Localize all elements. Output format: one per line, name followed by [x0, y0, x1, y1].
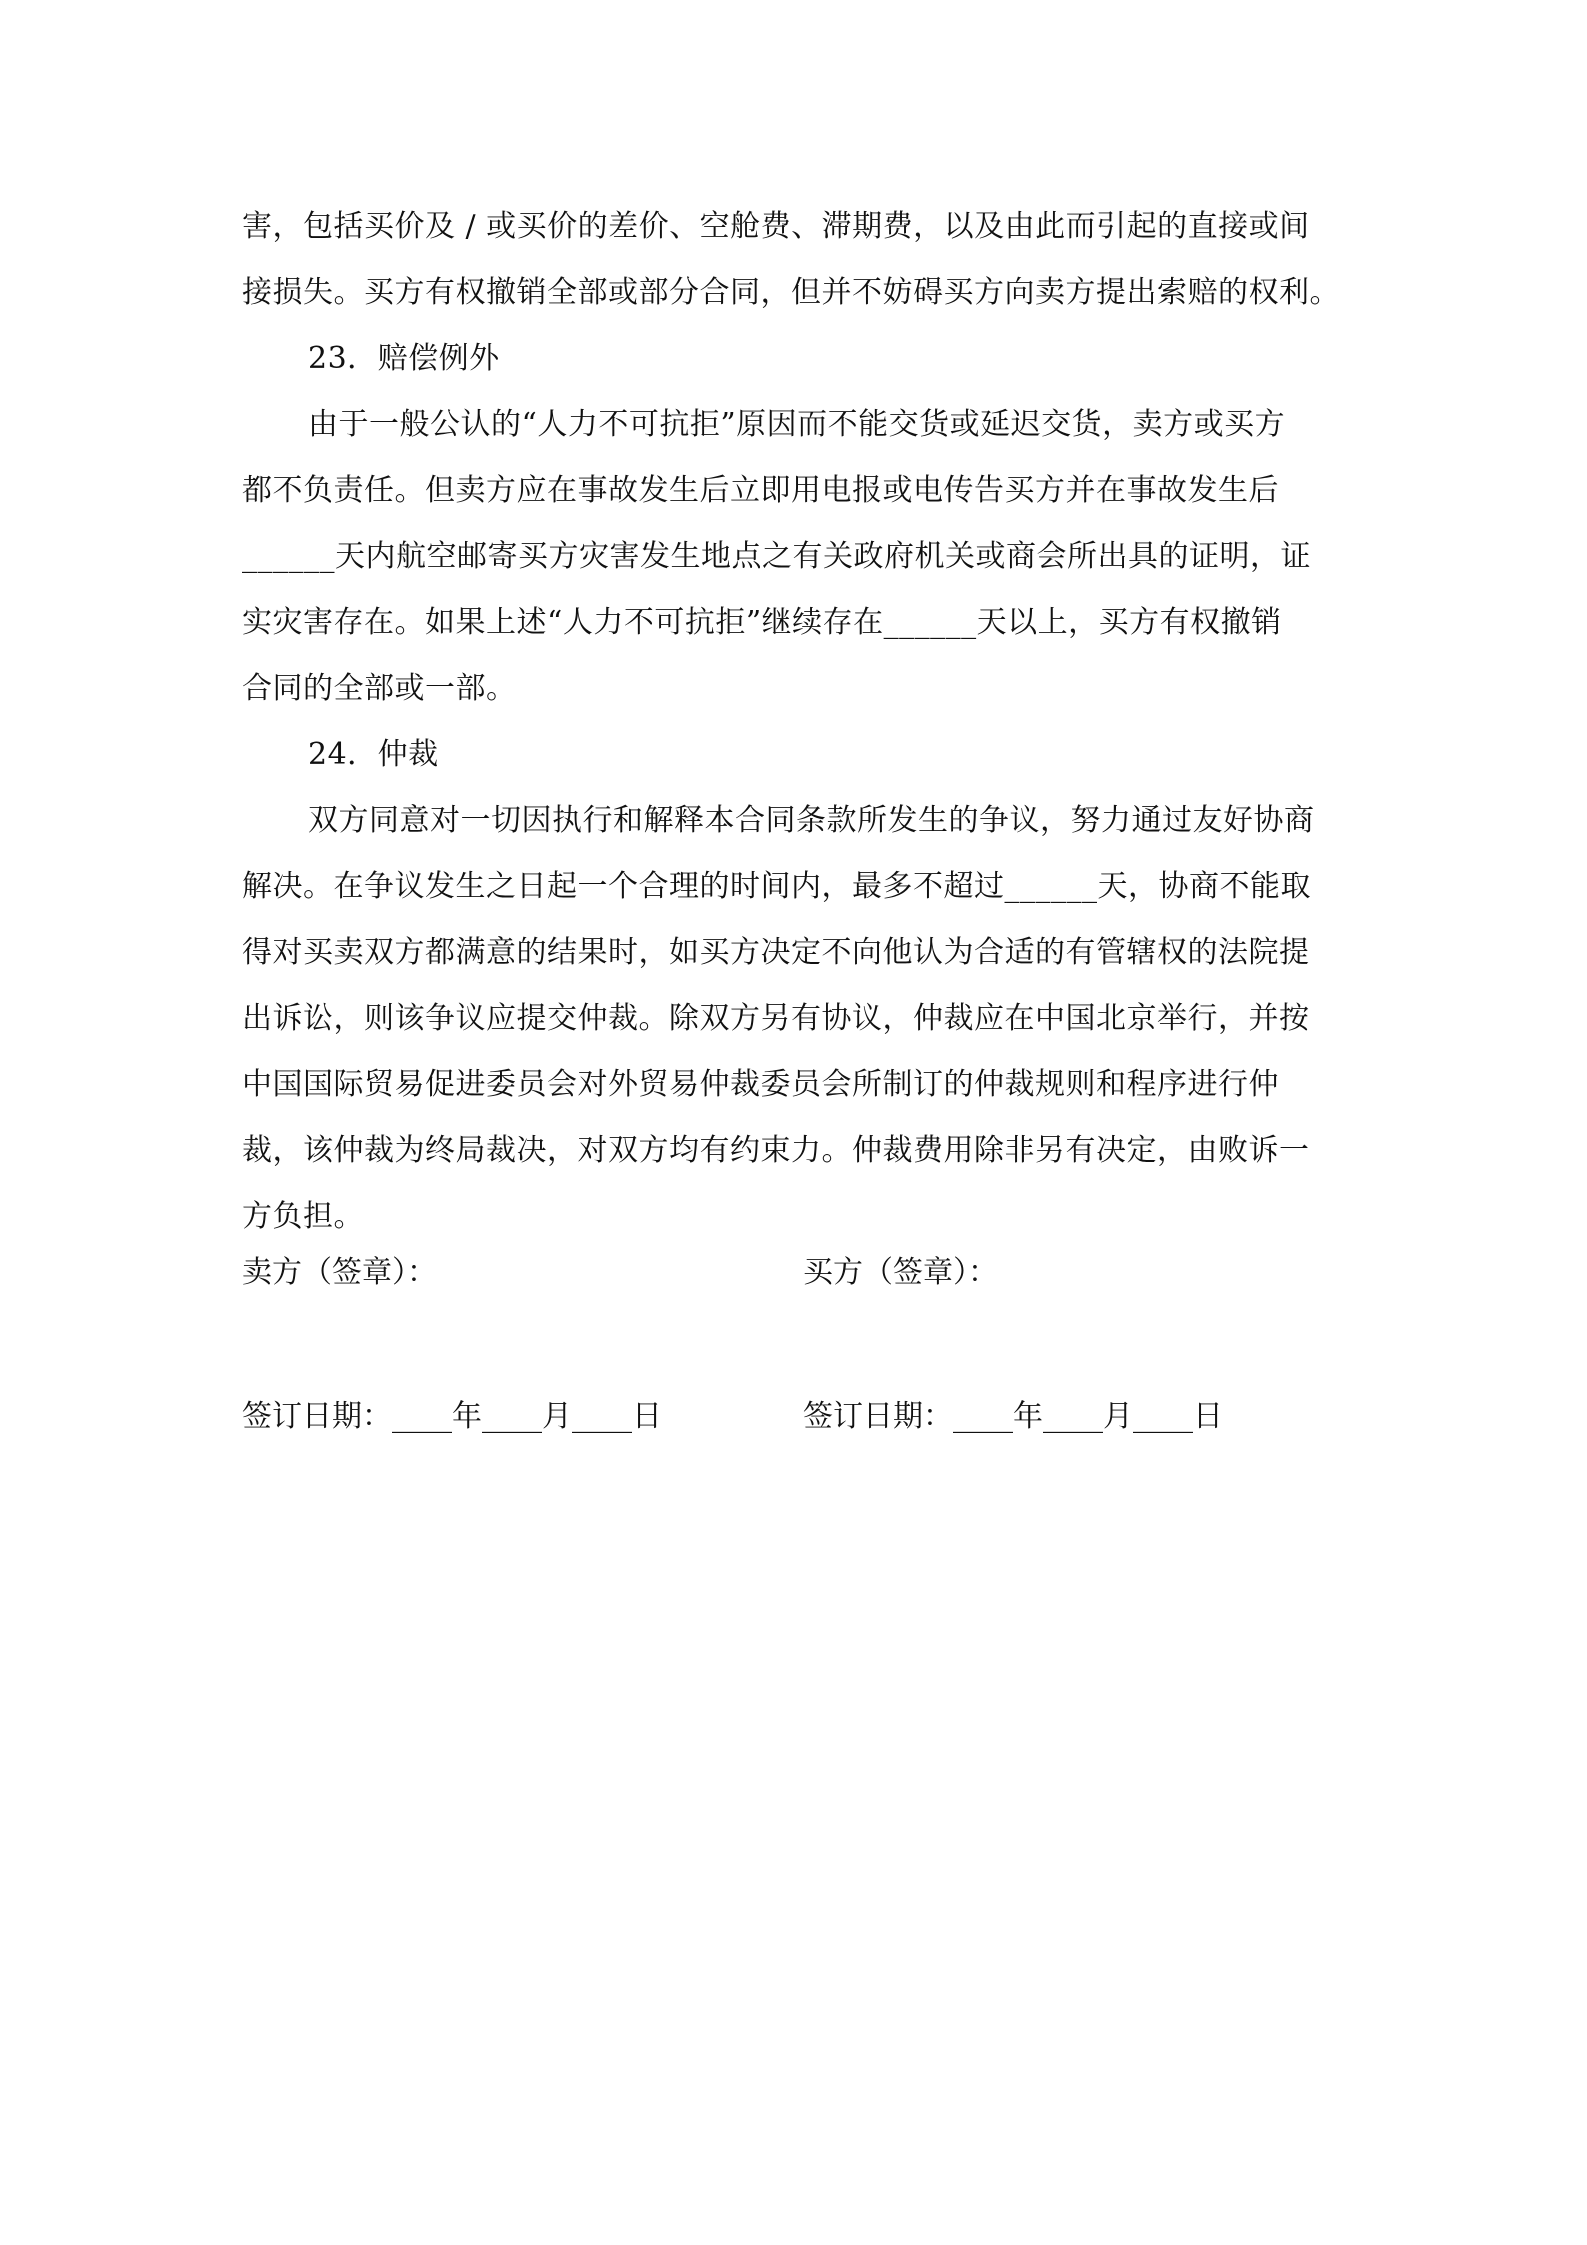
signature-row — [242, 1240, 1350, 1306]
buyer-sign-date: 签订日期：____年____月____日 — [803, 1399, 1223, 1434]
paragraph-line: 裁，该仲裁为终局裁决，对双方均有约束力。仲裁费用除非另有决定，由败诉一 — [242, 1133, 1310, 1168]
paragraph-line: 害，包括买价及 / 或买价的差价、空舱费、滞期费，以及由此而引起的直接或间 — [242, 209, 1310, 244]
seller-sign-date: 签订日期：____年____月____日 — [242, 1399, 662, 1434]
paragraph-line: 双方同意对一切因执行和解释本合同条款所发生的争议，努力通过友好协商 — [308, 803, 1315, 838]
seller-signature-label: 卖方（签章）： — [242, 1255, 437, 1290]
paragraph-line: 解决。在争议发生之日起一个合理的时间内，最多不超过______天，协商不能取 — [242, 869, 1311, 904]
paragraph-line: 由于一般公认的“人力不可抗拒”原因而不能交货或延迟交货，卖方或买方 — [308, 407, 1286, 442]
paragraph-line: 接损失。买方有权撤销全部或部分合同，但并不妨碍买方向卖方提出索赔的权利。 — [242, 275, 1340, 310]
paragraph-line: 得对买卖双方都满意的结果时，如买方决定不向他认为合适的有管辖权的法院提 — [242, 935, 1310, 970]
paragraph-line: 中国国际贸易促进委员会对外贸易仲裁委员会所制订的仲裁规则和程序进行仲 — [242, 1067, 1279, 1102]
paragraph-line: 合同的全部或一部。 — [242, 671, 517, 706]
paragraph-line: 出诉讼，则该争议应提交仲裁。除双方另有协议，仲裁应在中国北京举行，并按 — [242, 1001, 1310, 1036]
section-heading-24: 24．仲裁 — [308, 737, 439, 772]
paragraph-line: ______天内航空邮寄买方灾害发生地点之有关政府机关或商会所出具的证明，证 — [242, 539, 1311, 574]
paragraph-line: 实灾害存在。如果上述“人力不可抗拒”继续存在______天以上，买方有权撤销 — [242, 605, 1282, 640]
paragraph-line: 都不负责任。但卖方应在事故发生后立即用电报或电传告买方并在事故发生后 — [242, 473, 1279, 508]
paragraph-line: 方负担。 — [242, 1199, 364, 1234]
buyer-signature-label: 买方（签章）： — [803, 1255, 998, 1290]
date-row — [242, 1384, 1350, 1450]
section-heading-23: 23．赔偿例外 — [308, 341, 500, 376]
contract-body — [242, 194, 1350, 1250]
